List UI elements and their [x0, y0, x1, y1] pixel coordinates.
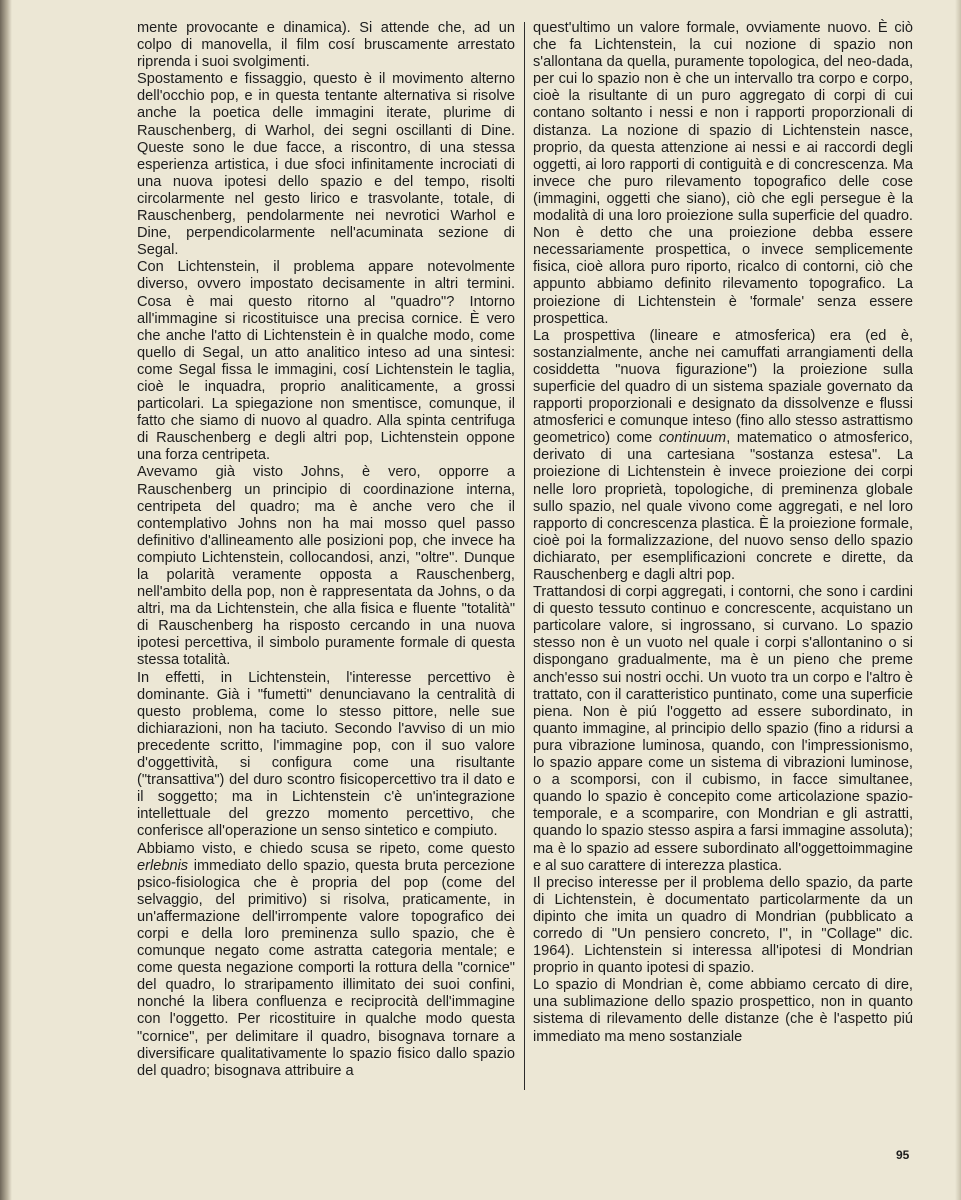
paragraph: Avevamo già visto Johns, è vero, opporre a Rauschenberg un principio di coordinazione interna, centripeta del quadro; ma è anche vero che il contemplativo Johns non ha mai mosso quel passo definitivo d'allineamento alle posizioni pop, che invece ha compiuto Lichtenstein, collocandosi, anzi, "oltre". Dunque la polarità veramente opposta a Rauschenberg, nell'ambito della pop, non è rappresentata da Johns, o da altri, ma da Lichtenstein, che alla fisica e fluente "totalità" di Rauschenberg ha risposto cercando in una nuova ipotesi percettiva, il simbolo puramente formale di questa stessa totalità.	[137, 464, 515, 669]
paragraph: mente provocante e dinamica). Si attende che, ad un colpo di manovella, il film cosí bruscamente arrestato riprenda i suoi svolgimenti.	[137, 20, 515, 71]
paragraph: Con Lichtenstein, il problema appare notevolmente diverso, ovvero impostato decisamente in altri termini. Cosa è mai questo ritorno al "quadro"? Intorno all'immagine si ricostituisce una precisa cornice. È vero che anche l'atto di Lichtenstein è in qualche modo, come quello di Segal, un atto analitico inteso ad una sintesi: come Segal fissa le immagini, cosí Lichtenstein le taglia, cioè le inquadra, proprio analiticamente, a grossi particolari. La spiegazione non smentisce, comunque, il fatto che siamo di nuovo al quadro. Alla spinta centrifuga di Rauschenberg e degli altri pop, Lichtenstein oppone una forza centripeta.	[137, 259, 515, 464]
italic-term: continuum	[658, 430, 727, 447]
right-text-column	[533, 20, 913, 1046]
left-text-column	[137, 20, 515, 1080]
page-right-edge	[955, 0, 961, 1200]
paragraph: Trattandosi di corpi aggregati, i contorni, che sono i cardini di questo tessuto continuo e concrescente, acquistano un particolare valore, si ingrossano, si curvano. Lo spazio stesso non è un vuoto nel quale i corpi s'allontanino o si dispongano gradualmente, ma è un pieno che preme anch'esso sui nostri occhi. Un vuoto tra un corpo e l'altro è trattato, con il caratteristico puntinato, come una superficie piena. Non è piú l'oggetto ad essere subordinato, in quanto immagine, al principio dello spazio (fino a ridursi a pura vibrazione luminosa, quando, con l'impressionismo, lo spazio appare come un sistema di vibrazioni luminose, o a scomporsi, con il cubismo, in facce simultanee, quando lo spazio è concepito come articolazione spazio-temporale, e a scomparire, con Mondrian e gli astratti, quando lo spazio stesso aspira a farsi immagine assoluta); ma è lo spazio ad essere subordinato all'oggettoimmagine e al suo carattere di interezza plastica.	[533, 584, 913, 874]
text-run: Abbiamo visto, e chiedo scusa se ripeto, come questo	[137, 840, 515, 857]
paragraph	[137, 841, 515, 1080]
page-binding-shadow	[0, 0, 12, 1200]
text-run: La prospettiva (lineare e atmosferica) era (ed è, sostanzialmente, anche nei camuffati arrangiamenti della cosiddetta "nuova figurazione") la proiezione sulla superficie del quadro di un sistema spaziale governato da rapporti proporzionali e designato da dissolvenze e flussi atmosferici e comunque inteso (fino allo stesso astrattismo geometrico) come	[533, 327, 913, 447]
paragraph: quest'ultimo un valore formale, ovviamente nuovo. È ciò che fa Lichtenstein, la cui nozione di spazio non s'allontana da quella, puramente topologica, del neo-dada, per cui lo spazio non è che un intervallo tra corpo e corpo, cioè la risultante di un puro aggregato di corpi di cui contano soltanto i nessi e non i rapporti proporzionali di distanza. La nozione di spazio di Lichtenstein nasce, proprio, da questa attenzione ai nessi e ai raccordi degli oggetti, ai loro rapporti di contiguità e di concrescenza. Ma invece che puro rilevamento topografico delle cose (immagini, oggetti che siano), ciò che egli persegue è la modalità di una loro proiezione sulla superficie del quadro. Non è detto che una proiezione debba essere necessariamente prospettica, o invece semplicemente fisica, cioè allora puro riporto, ricalco di contorni, ciò che appunto abbiamo definito rilevamento topografico. La proiezione di Lichtenstein è 'formale' senza essere prospettica.	[533, 20, 913, 327]
page-number: 95	[896, 1148, 910, 1162]
column-divider	[524, 22, 525, 1090]
text-run: immediato dello spazio, questa bruta percezione psico-fisiologica che è propria del pop (come del selvaggio, del primitivo) si risolva, praticamente, in un'affermazione dell'irrompente valore topografico dei corpi e della loro preminenza sullo spazio, che è comunque negato come astratta categoria mentale; e come questa negazione comporti la rottura della "cornice" del quadro, lo straripamento illimitato dei suoi confini, nonché la libera confluenza e reciprocità dell'immagine con l'oggetto. Per ricostituire in qualche modo questa "cornice", per delimitare il quadro, bisognava tornare a diversificare qualitativamente lo spazio fisico dallo spazio del quadro; bisognava attribuire a	[137, 857, 515, 1079]
italic-term: erlebnis	[137, 857, 189, 874]
paragraph: In effetti, in Lichtenstein, l'interesse percettivo è dominante. Già i "fumetti" denunciavano la centralità di questo problema, come lo stesso pittore, nelle sue dichiarazioni, non ha taciuto. Secondo l'avviso di un mio precedente scritto, l'immagine pop, con il suo valore d'oggettività, si configura come una risultante ("transattiva") del duro scontro fisicopercettivo tra il dato e il soggetto; ma in Lichtenstein c'è un'integrazione intellettuale del grezzo momento percettivo, che conferisce all'operazione un senso sintetico e compiuto.	[137, 669, 515, 840]
paragraph: Il preciso interesse per il problema dello spazio, da parte di Lichtenstein, è documentato particolarmente da un dipinto che imita un quadro di Mondrian (pubblicato a corredo di "Un pensiero concreto, I", in "Collage" dic. 1964). Lichtenstein si interessa all'ipotesi di Mondrian proprio in quanto ipotesi di spazio.	[533, 874, 913, 977]
paragraph: Lo spazio di Mondrian è, come abbiamo cercato di dire, una sublimazione dello spazio prospettico, non in quanto sistema di rilevamento delle distanze (che è l'aspetto piú immediato ma meno sostanziale	[533, 977, 913, 1045]
text-run: , matematico o atmosferico, derivato di una cartesiana "sostanza estesa". La proiezione di Lichtenstein è invece proiezione dei corpi nelle loro proprietà, topologiche, di preminenza globale sullo spazio, nel quale vivono come aggregati, e nel loro rapporto di concrescenza plastica. È la proiezione formale, cioè poi la formalizzazione, del nuovo senso dello spazio dichiarato, per esemplificazioni concrete e dirette, da Rauschenberg e dagli altri pop.	[533, 430, 913, 583]
paragraph	[533, 328, 913, 584]
paragraph: Spostamento e fissaggio, questo è il movimento alterno dell'occhio pop, e in questa tentante alternativa si risolve anche la poetica delle immagini iterate, plurime di Rauschenberg, di Warhol, dei segni oscillanti di Dine. Queste sono le due facce, a riscontro, di una stessa esperienza artistica, i due sfoci infinitamente incrociati di una nuova ipotesi dello spazio e del tempo, risolti circolarmente nel gesto lirico e trasvolante, totale, di Rauschenberg, pendolarmente nei nevrotici Warhol e Dine, perpendicolarmente nell'acuminata sezione di Segal.	[137, 71, 515, 259]
